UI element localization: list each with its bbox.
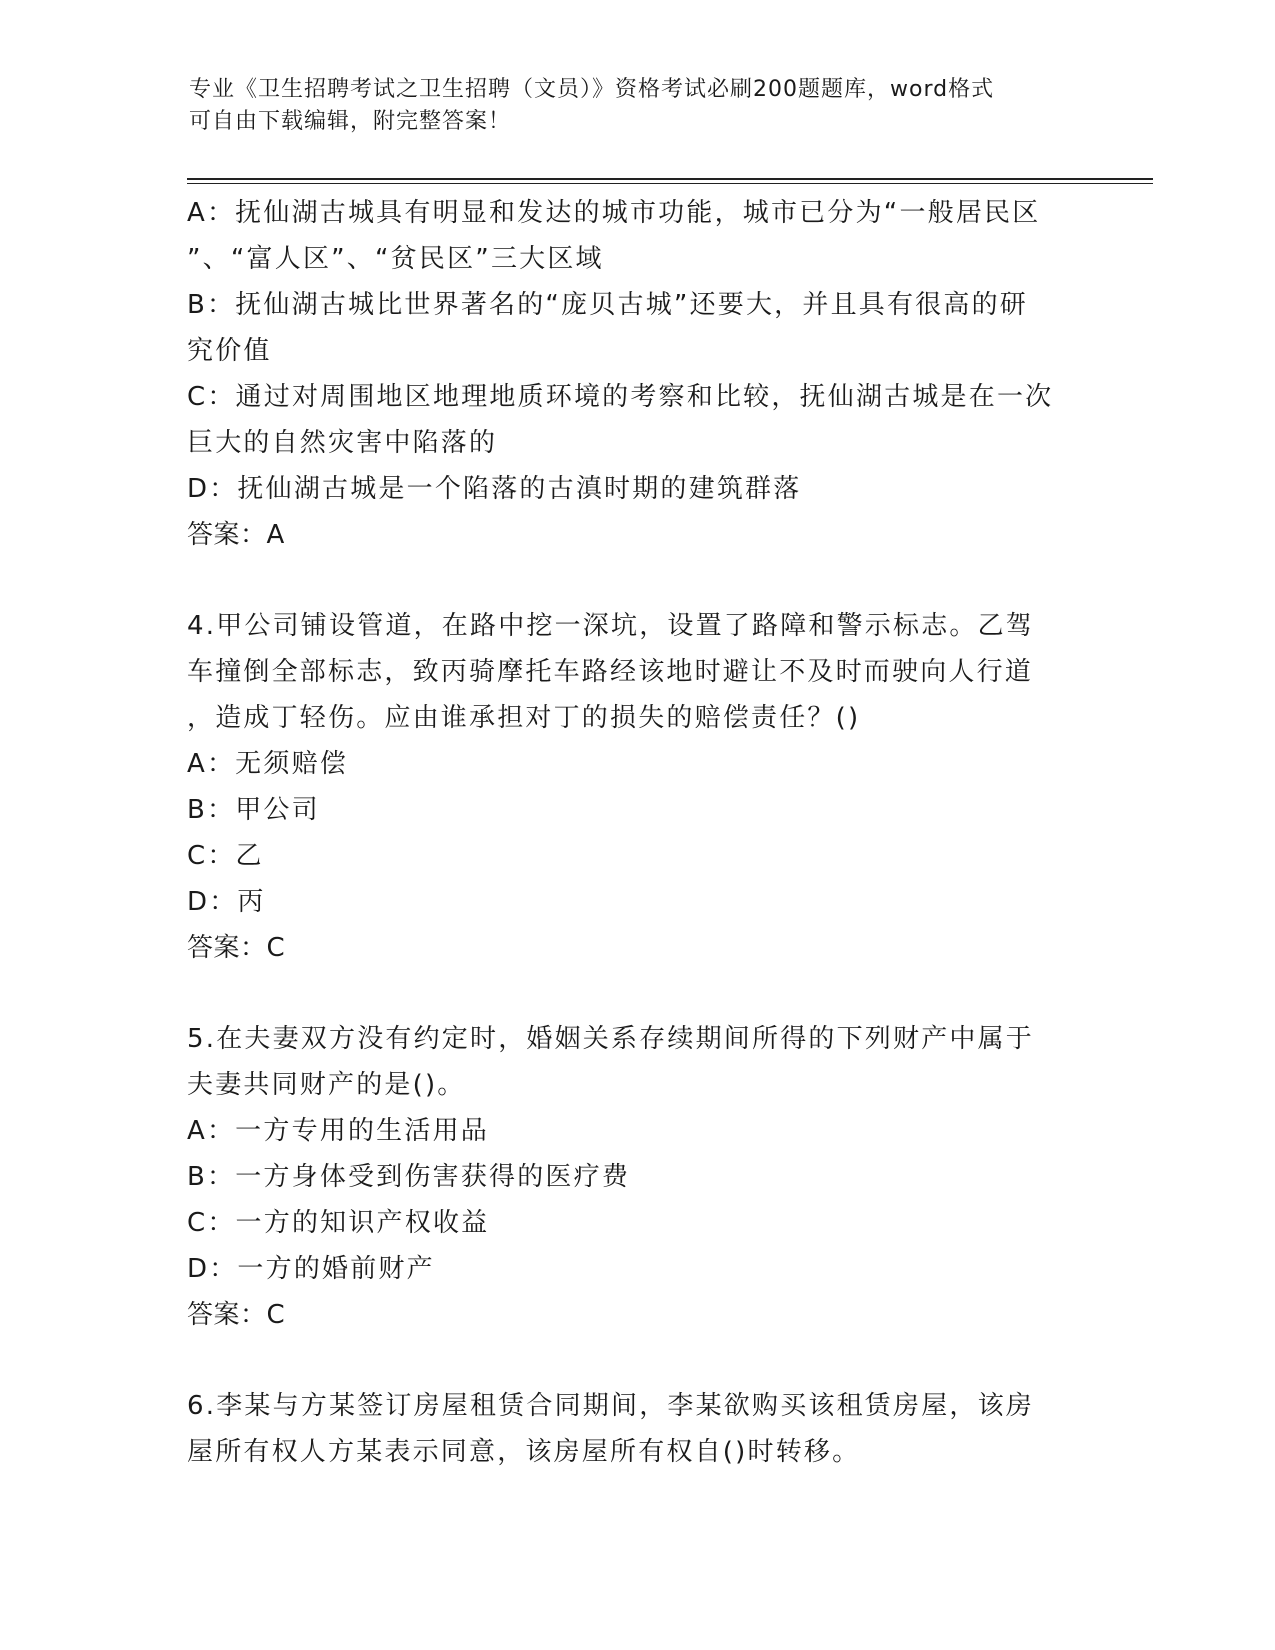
question-4 bbox=[187, 603, 1087, 971]
answer-label: 答案：C bbox=[187, 933, 286, 963]
question-stem-line-3: ，造成丁轻伤。应由谁承担对丁的损失的赔偿责任？() bbox=[187, 703, 861, 733]
option-c-line-2: 巨大的自然灾害中陷落的 bbox=[187, 428, 498, 458]
option-c: C：乙 bbox=[187, 841, 264, 871]
spacer bbox=[187, 971, 1087, 1016]
question-6 bbox=[187, 1383, 1087, 1475]
option-a: A：无须赔偿 bbox=[187, 749, 348, 779]
document-header bbox=[189, 74, 1069, 138]
option-a-line-2: ”、“富人区”、“贫民区”三大区域 bbox=[187, 244, 604, 274]
option-b-line-2: 究价值 bbox=[187, 336, 272, 366]
question-stem-line-1: 6.李某与方某签订房屋租赁合同期间，李某欲购买该租赁房屋，该房 bbox=[187, 1391, 1035, 1421]
option-b: B：一方身体受到伤害获得的医疗费 bbox=[187, 1162, 631, 1192]
option-d: D：一方的婚前财产 bbox=[187, 1254, 435, 1284]
header-rule-thick bbox=[187, 178, 1153, 180]
header-line-1: 专业《卫生招聘考试之卫生招聘（文员）》资格考试必刷200题题库，word格式 bbox=[189, 77, 995, 102]
question-3 bbox=[187, 190, 1087, 558]
answer-label: 答案：A bbox=[187, 520, 285, 550]
option-b: B：甲公司 bbox=[187, 795, 320, 825]
option-d: D：抚仙湖古城是一个陷落的古滇时期的建筑群落 bbox=[187, 474, 802, 504]
question-5 bbox=[187, 1016, 1087, 1338]
option-c-line-1: C：通过对周围地区地理地质环境的考察和比较，抚仙湖古城是在一次 bbox=[187, 382, 1054, 412]
question-stem-line-2: 车撞倒全部标志，致丙骑摩托车路经该地时避让不及时而驶向人行道 bbox=[187, 657, 1034, 687]
spacer bbox=[187, 1338, 1087, 1383]
option-a: A：一方专用的生活用品 bbox=[187, 1116, 489, 1146]
question-stem-line-1: 4.甲公司铺设管道，在路中挖一深坑，设置了路障和警示标志。乙驾 bbox=[187, 611, 1035, 641]
question-stem-line-2: 夫妻共同财产的是()。 bbox=[187, 1070, 466, 1100]
answer-label: 答案：C bbox=[187, 1300, 286, 1330]
option-d: D：丙 bbox=[187, 887, 266, 917]
question-stem-line-2: 屋所有权人方某表示同意，该房屋所有权自()时转移。 bbox=[187, 1437, 861, 1467]
header-rule-thin bbox=[187, 183, 1153, 184]
question-stem-line-1: 5.在夫妻双方没有约定时，婚姻关系存续期间所得的下列财产中属于 bbox=[187, 1024, 1035, 1054]
header-line-2: 可自由下载编辑，附完整答案！ bbox=[189, 109, 512, 134]
option-a-line-1: A：抚仙湖古城具有明显和发达的城市功能，城市已分为“一般居民区 bbox=[187, 198, 1041, 228]
option-c: C：一方的知识产权收益 bbox=[187, 1208, 490, 1238]
question-list bbox=[187, 190, 1087, 1475]
spacer bbox=[187, 558, 1087, 603]
option-b-line-1: B：抚仙湖古城比世界著名的“庞贝古城”还要大，并且具有很高的研 bbox=[187, 290, 1028, 320]
